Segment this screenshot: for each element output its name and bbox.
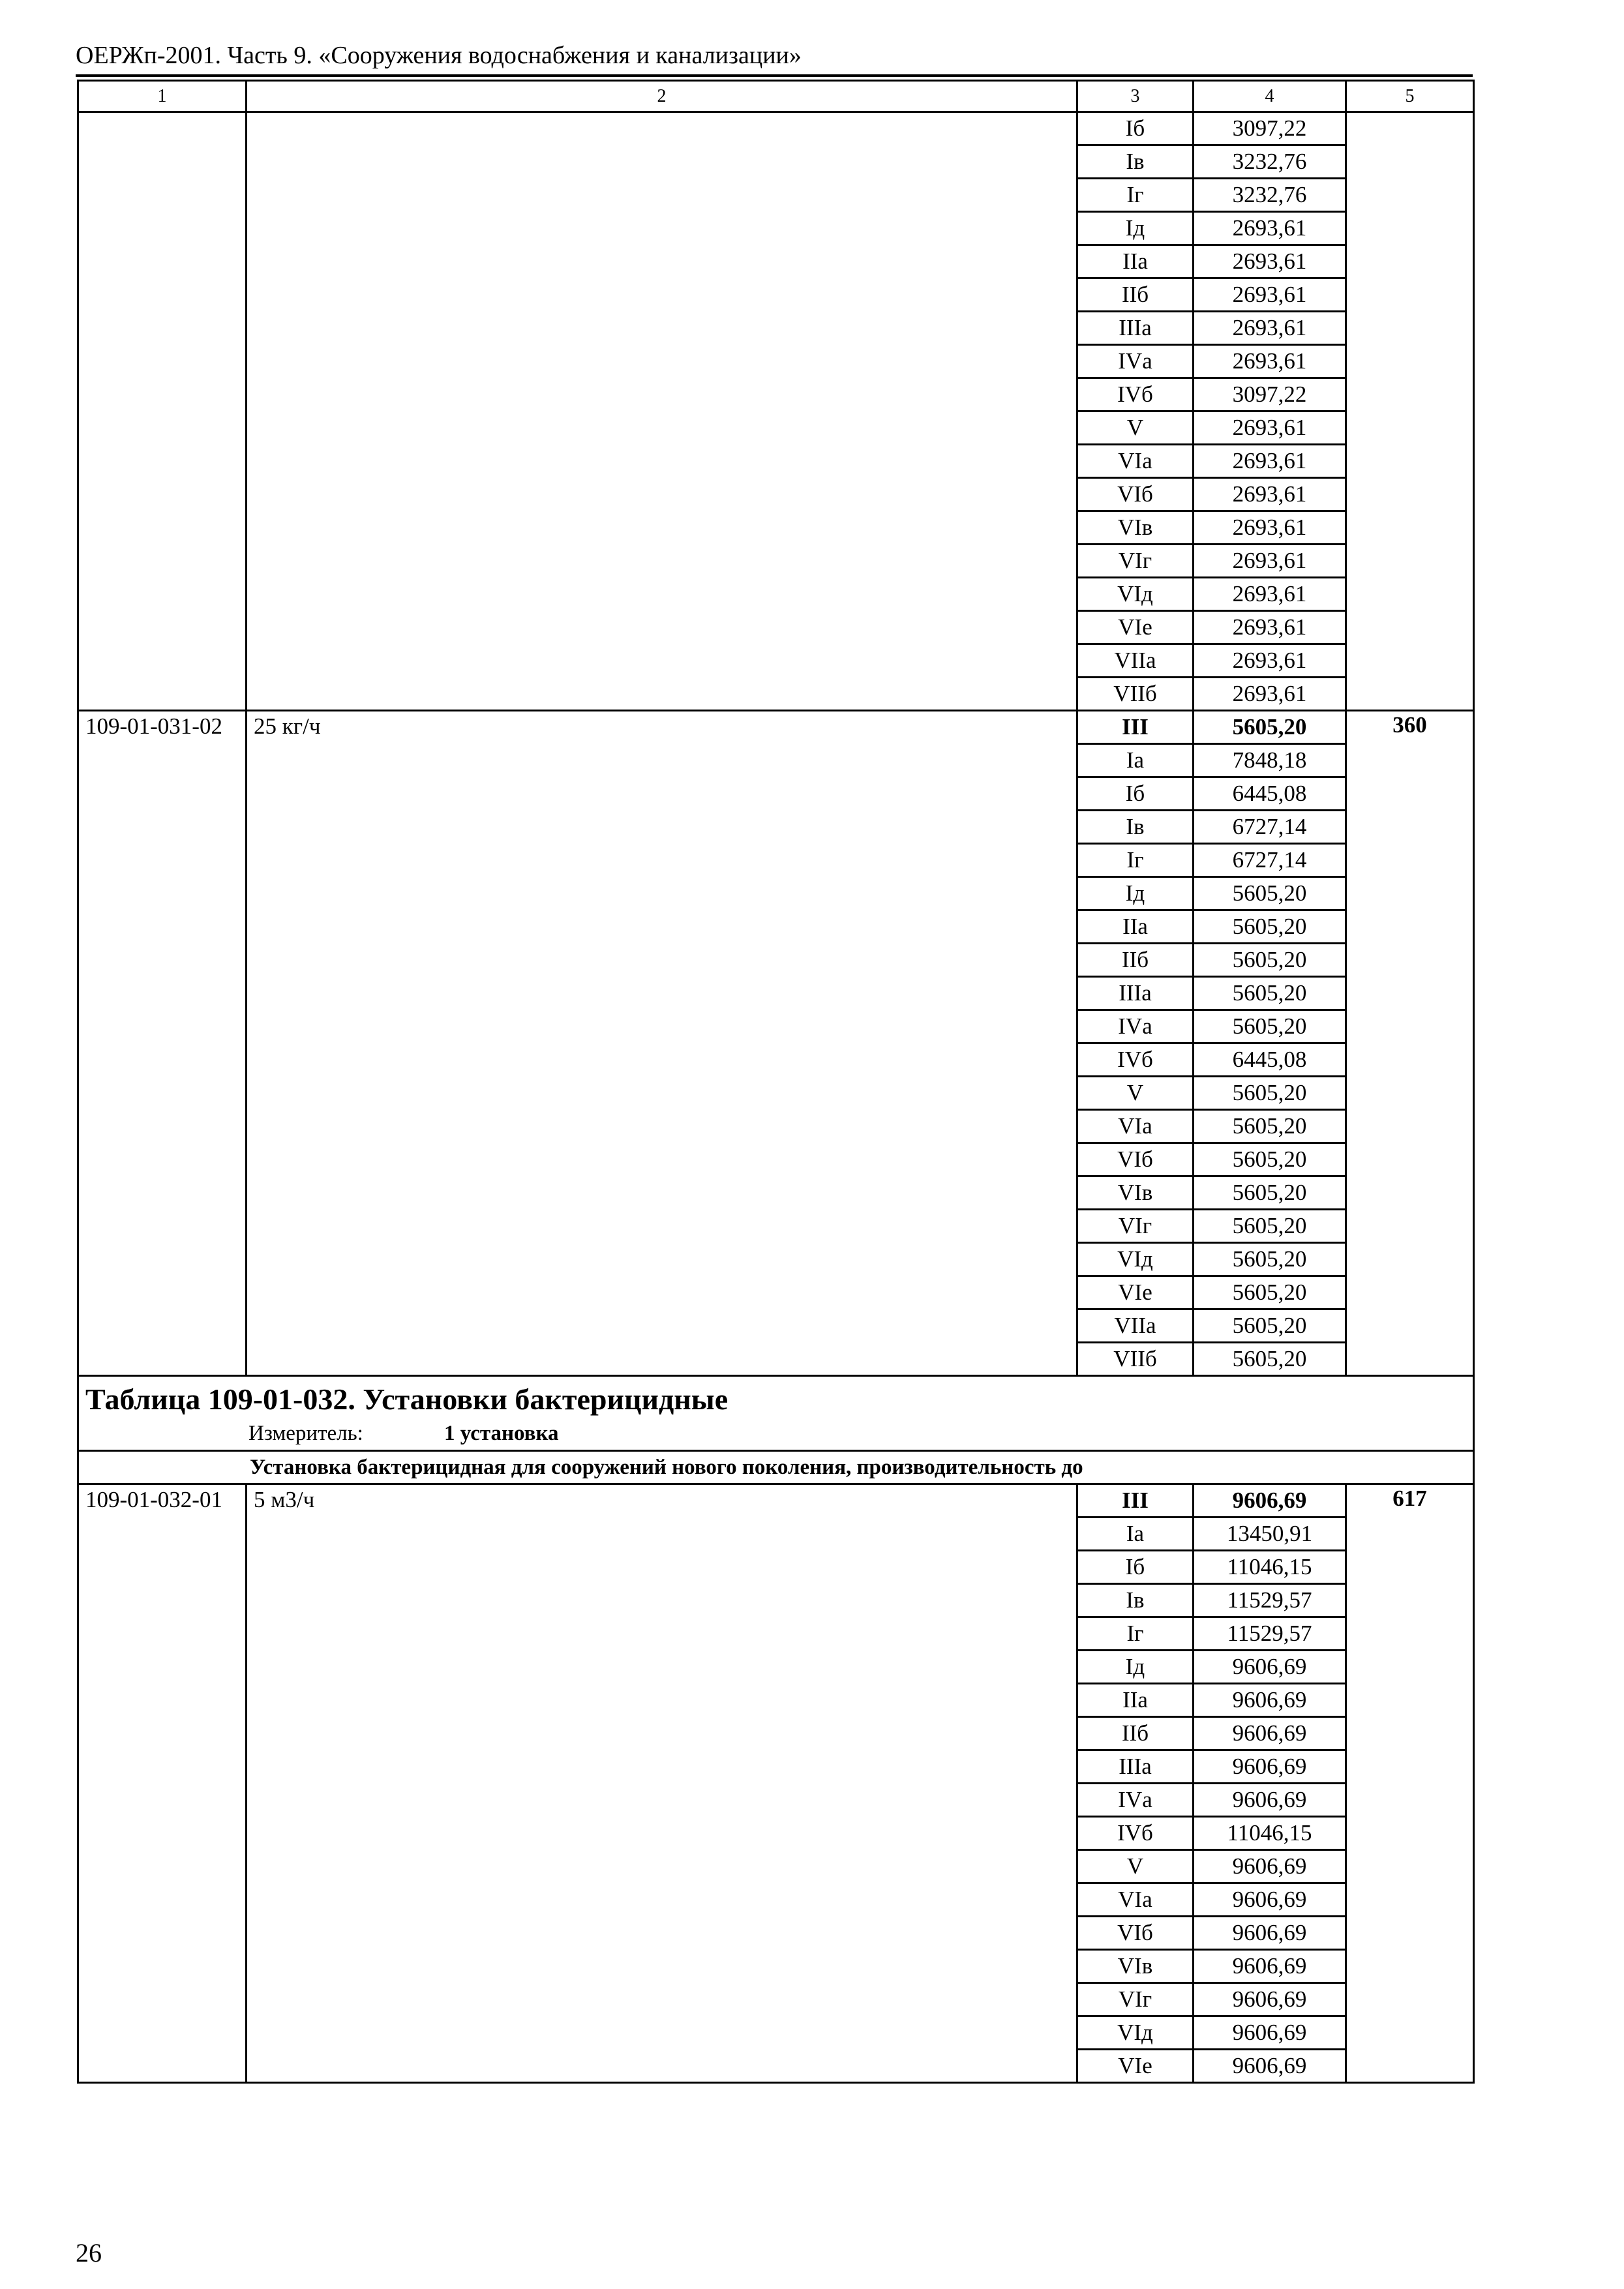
price-cell: 2693,61 <box>1194 245 1346 278</box>
region-cell: Iд <box>1077 877 1194 910</box>
region-cell: IVа <box>1077 1010 1194 1043</box>
price-cell: 2693,61 <box>1194 345 1346 378</box>
column-number-1: 1 <box>78 81 247 112</box>
region-cell: III <box>1077 711 1194 744</box>
region-cell: IVа <box>1077 1784 1194 1817</box>
region-cell: VIе <box>1077 1276 1194 1309</box>
price-cell: 2693,61 <box>1194 411 1346 445</box>
region-cell: V <box>1077 411 1194 445</box>
price-cell: 2693,61 <box>1194 278 1346 312</box>
region-cell: Iд <box>1077 212 1194 245</box>
region-cell: Iб <box>1077 777 1194 811</box>
price-cell: 6445,08 <box>1194 1043 1346 1077</box>
item-code: 109-01-031-02 <box>78 711 247 1376</box>
price-cell: 2693,61 <box>1194 212 1346 245</box>
region-cell: VIIб <box>1077 678 1194 711</box>
region-cell: IIа <box>1077 245 1194 278</box>
region-cell: Iг <box>1077 844 1194 877</box>
price-cell: 2693,61 <box>1194 511 1346 545</box>
price-cell: 5605,20 <box>1194 1343 1346 1376</box>
measure-label: Измеритель: <box>248 1422 363 1445</box>
region-cell: IIIа <box>1077 1750 1194 1784</box>
item-value: 360 <box>1346 711 1474 1376</box>
table-title-cell <box>78 1376 1474 1451</box>
region-cell: VIIа <box>1077 644 1194 678</box>
price-cell: 3097,22 <box>1194 378 1346 411</box>
table-row <box>78 112 1474 145</box>
region-cell: VIIа <box>1077 1309 1194 1343</box>
price-cell: 2693,61 <box>1194 312 1346 345</box>
region-cell: VIе <box>1077 611 1194 644</box>
region-cell: VIе <box>1077 2050 1194 2083</box>
region-cell: Iв <box>1077 1584 1194 1617</box>
region-cell: VIа <box>1077 1110 1194 1143</box>
column-number-2: 2 <box>247 81 1077 112</box>
price-cell: 5605,20 <box>1194 1309 1346 1343</box>
price-cell: 11529,57 <box>1194 1617 1346 1651</box>
region-cell: VIг <box>1077 545 1194 578</box>
region-cell: IIа <box>1077 910 1194 944</box>
price-cell: 5605,20 <box>1194 1110 1346 1143</box>
price-cell: 5605,20 <box>1194 1143 1346 1176</box>
price-cell: 5605,20 <box>1194 977 1346 1010</box>
price-cell: 5605,20 <box>1194 910 1346 944</box>
region-cell: VIа <box>1077 1883 1194 1917</box>
price-cell: 9606,69 <box>1194 1717 1346 1750</box>
price-cell: 9606,69 <box>1194 1850 1346 1883</box>
table-row <box>78 1484 1474 1518</box>
region-cell: Iа <box>1077 744 1194 777</box>
name-cell <box>247 112 1077 711</box>
price-cell: 6727,14 <box>1194 811 1346 844</box>
measure-value: 1 установка <box>444 1422 559 1445</box>
column-number-4: 4 <box>1194 81 1346 112</box>
price-cell: 5605,20 <box>1194 711 1346 744</box>
column-number-3: 3 <box>1077 81 1194 112</box>
region-cell: VIб <box>1077 1143 1194 1176</box>
price-cell: 11046,15 <box>1194 1817 1346 1850</box>
price-cell: 2693,61 <box>1194 445 1346 478</box>
price-cell: 9606,69 <box>1194 1950 1346 1983</box>
price-cell: 5605,20 <box>1194 944 1346 977</box>
price-cell: 9606,69 <box>1194 2016 1346 2050</box>
price-cell: 9606,69 <box>1194 1883 1346 1917</box>
price-cell: 3097,22 <box>1194 112 1346 145</box>
region-cell: IIIа <box>1077 312 1194 345</box>
region-cell: Iб <box>1077 1551 1194 1584</box>
price-cell: 11046,15 <box>1194 1551 1346 1584</box>
code-cell <box>78 112 247 711</box>
price-cell: 5605,20 <box>1194 1243 1346 1276</box>
region-cell: Iв <box>1077 145 1194 179</box>
item-name: 5 м3/ч <box>247 1484 1077 2083</box>
rates-table-body <box>78 81 1474 2083</box>
item-value: 617 <box>1346 1484 1474 2083</box>
region-cell: VIв <box>1077 511 1194 545</box>
region-cell: Iб <box>1077 112 1194 145</box>
region-cell: VIг <box>1077 1983 1194 2016</box>
price-cell: 9606,69 <box>1194 2050 1346 2083</box>
region-cell: VIд <box>1077 578 1194 611</box>
item-code: 109-01-032-01 <box>78 1484 247 2083</box>
region-cell: IIб <box>1077 278 1194 312</box>
price-cell: 7848,18 <box>1194 744 1346 777</box>
price-cell: 9606,69 <box>1194 1750 1346 1784</box>
price-cell: 2693,61 <box>1194 478 1346 511</box>
region-cell: IIб <box>1077 1717 1194 1750</box>
price-cell: 5605,20 <box>1194 877 1346 910</box>
region-cell: VIв <box>1077 1950 1194 1983</box>
region-cell: V <box>1077 1077 1194 1110</box>
price-cell: 9606,69 <box>1194 1784 1346 1817</box>
region-cell: IIб <box>1077 944 1194 977</box>
price-cell: 3232,76 <box>1194 179 1346 212</box>
region-cell: VIг <box>1077 1210 1194 1243</box>
price-cell: 5605,20 <box>1194 1077 1346 1110</box>
region-cell: VIа <box>1077 445 1194 478</box>
price-cell: 2693,61 <box>1194 678 1346 711</box>
price-cell: 5605,20 <box>1194 1176 1346 1210</box>
price-cell: 2693,61 <box>1194 578 1346 611</box>
region-cell: V <box>1077 1850 1194 1883</box>
price-cell: 2693,61 <box>1194 545 1346 578</box>
price-cell: 9606,69 <box>1194 1684 1346 1717</box>
region-cell: Iг <box>1077 1617 1194 1651</box>
price-cell: 9606,69 <box>1194 1983 1346 2016</box>
region-cell: Iв <box>1077 811 1194 844</box>
region-cell: Iг <box>1077 179 1194 212</box>
page-header: ОЕРЖп-2001. Часть 9. «Сооружения водоснабжения и канализации» <box>76 42 802 69</box>
region-cell: VIв <box>1077 1176 1194 1210</box>
column-number-5: 5 <box>1346 81 1474 112</box>
price-cell: 3232,76 <box>1194 145 1346 179</box>
price-cell: 6445,08 <box>1194 777 1346 811</box>
region-cell: Iа <box>1077 1518 1194 1551</box>
region-cell: VIд <box>1077 1243 1194 1276</box>
region-cell: IVб <box>1077 1043 1194 1077</box>
section-row <box>78 1451 1474 1484</box>
price-cell: 6727,14 <box>1194 844 1346 877</box>
price-cell: 2693,61 <box>1194 644 1346 678</box>
table-title: Таблица 109-01-032. Установки бактерицидные <box>85 1383 729 1416</box>
region-cell: IVб <box>1077 378 1194 411</box>
region-cell: IIа <box>1077 1684 1194 1717</box>
column-number-row <box>78 81 1474 112</box>
region-cell: IIIа <box>1077 977 1194 1010</box>
price-cell: 5605,20 <box>1194 1010 1346 1043</box>
price-cell: 2693,61 <box>1194 611 1346 644</box>
table-row <box>78 711 1474 744</box>
page-number: 26 <box>76 2238 102 2267</box>
rates-table <box>77 80 1475 2084</box>
table-title-row <box>78 1376 1474 1451</box>
item-name: 25 кг/ч <box>247 711 1077 1376</box>
price-cell: 9606,69 <box>1194 1651 1346 1684</box>
region-cell: VIIб <box>1077 1343 1194 1376</box>
section-description: Установка бактерицидная для сооружений нового поколения, производительность до <box>78 1451 1474 1484</box>
header-rule <box>76 74 1473 77</box>
region-cell: VIб <box>1077 478 1194 511</box>
measure-line <box>85 1420 1466 1447</box>
value-cell <box>1346 112 1474 711</box>
region-cell: III <box>1077 1484 1194 1518</box>
price-cell: 9606,69 <box>1194 1917 1346 1950</box>
region-cell: IVб <box>1077 1817 1194 1850</box>
price-cell: 5605,20 <box>1194 1210 1346 1243</box>
price-cell: 9606,69 <box>1194 1484 1346 1518</box>
region-cell: IVа <box>1077 345 1194 378</box>
region-cell: Iд <box>1077 1651 1194 1684</box>
price-cell: 5605,20 <box>1194 1276 1346 1309</box>
price-cell: 13450,91 <box>1194 1518 1346 1551</box>
region-cell: VIб <box>1077 1917 1194 1950</box>
price-cell: 11529,57 <box>1194 1584 1346 1617</box>
region-cell: VIд <box>1077 2016 1194 2050</box>
